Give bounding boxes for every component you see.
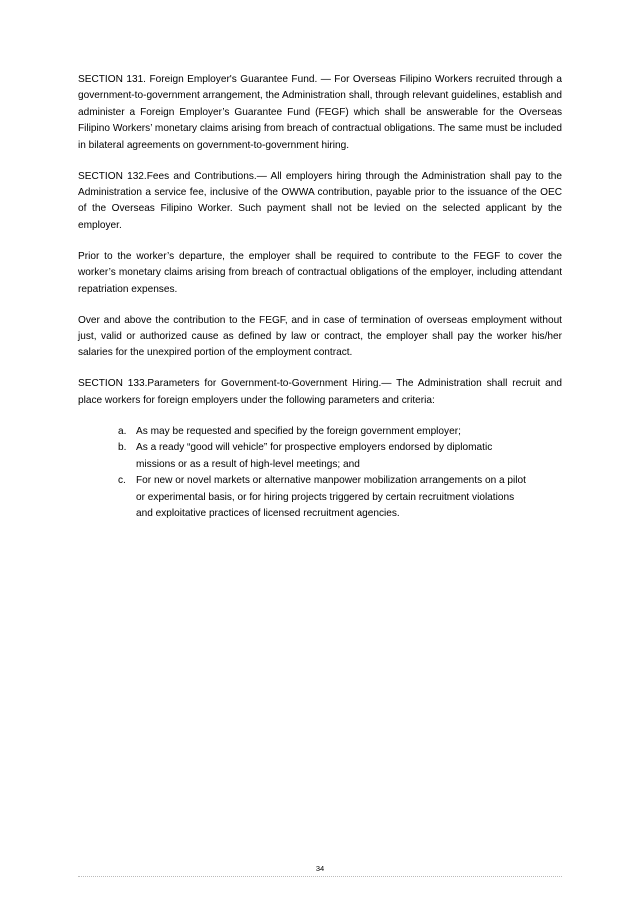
page-number: 34: [315, 864, 325, 873]
list-item: [118, 424, 528, 440]
list-item-text: For new or novel markets or alternative manpower mobilization arrangements on a pilot or experimental basis, or for hiring projects triggered by certain recruitment violations and exploitative practices of licensed recruitment agencies.: [136, 475, 526, 519]
section-131-paragraph: SECTION 131. Foreign Employer's Guarantee Fund. — For Overseas Filipino Workers recruited through a government-to-government arrangement, the Administration shall, through relevant guidelines, establish and administer a Foreign Employer’s Guarantee Fund (FEGF) which shall be answerable for the Overseas Filipino Workers’ monetary claims arising from breach of contractual obligations. The same must be included in bilateral agreements on government-to-government hiring.: [78, 74, 562, 151]
list-item: [118, 473, 528, 522]
list-marker: a.: [118, 425, 127, 437]
section-132-paragraph: SECTION 132.Fees and Contributions.— All employers hiring through the Administration shall pay to the Administration a service fee, inclusive of the OWWA contribution, payable prior to the issuance of the OEC of the Overseas Filipino Worker. Such payment shall not be levied on the selected applicant by the employer.: [78, 170, 562, 231]
list-item-text: As may be requested and specified by the foreign government employer;: [136, 425, 461, 437]
document-body: [78, 72, 562, 522]
list-marker: b.: [118, 442, 127, 454]
worker-departure-paragraph: Prior to the worker’s departure, the employer shall be required to contribute to the FEGF to cover the worker’s monetary claims arising from breach of contractual obligations of the employer, including attendant repatriation expenses.: [78, 250, 562, 295]
list-item-text: As a ready “good will vehicle” for prospective employers endorsed by diplomatic missions or as a result of high-level meetings; and: [136, 442, 493, 470]
list-item: [118, 440, 528, 473]
section-133-paragraph: SECTION 133.Parameters for Government-to-Government Hiring.— The Administration shall recruit and place workers for foreign employers under the following parameters and criteria:: [78, 378, 562, 406]
list-marker: c.: [118, 475, 126, 487]
criteria-list: [78, 424, 528, 522]
footer-divider: [78, 876, 562, 877]
termination-paragraph: Over and above the contribution to the FEGF, and in case of termination of overseas employment without just, valid or authorized cause as defined by law or contract, the employer shall pay the worker his/her salaries for the unexpired portion of the employment contract.: [78, 314, 562, 359]
